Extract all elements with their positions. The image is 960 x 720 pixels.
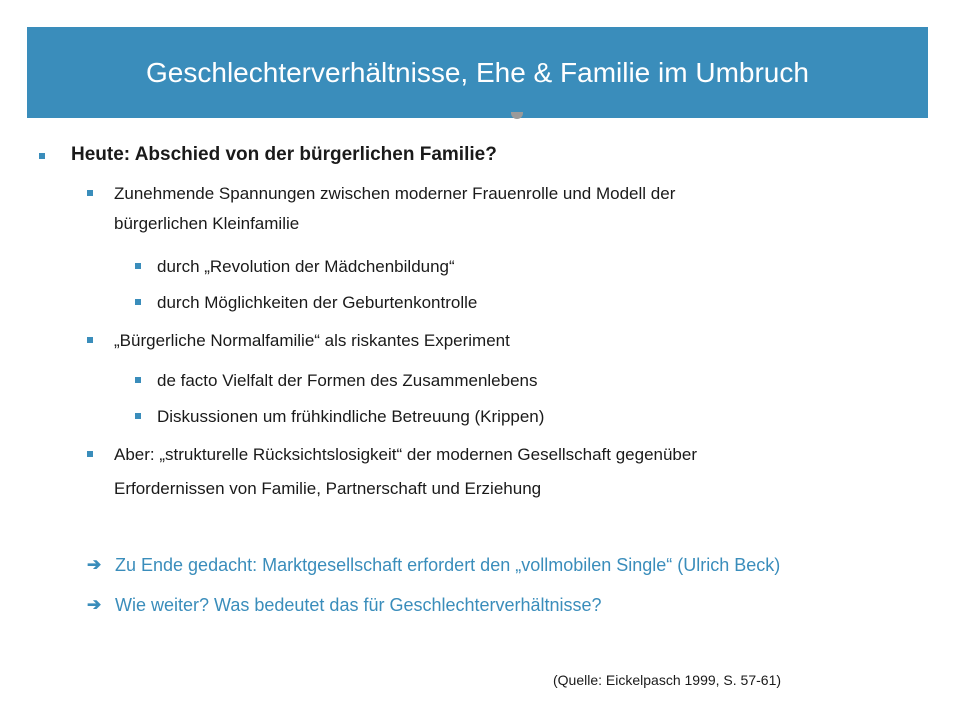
title-bar: [27, 27, 928, 118]
point-1-line-2: bürgerlichen Kleinfamilie: [114, 214, 300, 233]
square-bullet-icon: [87, 190, 93, 196]
square-bullet-icon: [135, 263, 141, 269]
arrow-right-icon: ➔: [87, 555, 102, 574]
point-1-line-1: Zunehmende Spannungen zwischen moderner Frauenrolle und Modell der: [114, 184, 676, 203]
source-citation: (Quelle: Eickelpasch 1999, S. 57-61): [553, 672, 782, 688]
subpoint-2-1: de facto Vielfalt der Formen des Zusammenlebens: [157, 371, 538, 390]
point-3-line-2: Erfordernissen von Familie, Partnerschaft und Erziehung: [114, 479, 542, 498]
point-3-line-1: Aber: „strukturelle Rücksichtslosigkeit“ der modernen Gesellschaft gegenüber: [114, 445, 697, 464]
square-bullet-icon: [135, 413, 141, 419]
arrow-right-icon: ➔: [87, 595, 102, 614]
square-bullet-icon: [135, 377, 141, 383]
conclusion-1: Zu Ende gedacht: Marktgesellschaft erfordert den „vollmobilen Single“ (Ulrich Beck): [115, 555, 781, 575]
subpoint-1-2: durch Möglichkeiten der Geburtenkontrolle: [157, 293, 478, 312]
square-bullet-icon: [87, 337, 93, 343]
point-2-line-1: „Bürgerliche Normalfamilie“ als riskantes Experiment: [114, 331, 510, 350]
subpoint-1-1: durch „Revolution der Mädchenbildung“: [157, 257, 455, 276]
square-bullet-icon: [39, 153, 45, 159]
main-heading: Heute: Abschied von der bürgerlichen Familie?: [71, 144, 497, 165]
square-bullet-icon: [87, 451, 93, 457]
subpoint-2-2: Diskussionen um frühkindliche Betreuung (Krippen): [157, 407, 545, 426]
conclusion-2: Wie weiter? Was bedeutet das für Geschlechterverhältnisse?: [115, 595, 602, 615]
square-bullet-icon: [135, 299, 141, 305]
slide-title: Geschlechterverhältnisse, Ehe & Familie im Umbruch: [146, 57, 809, 88]
